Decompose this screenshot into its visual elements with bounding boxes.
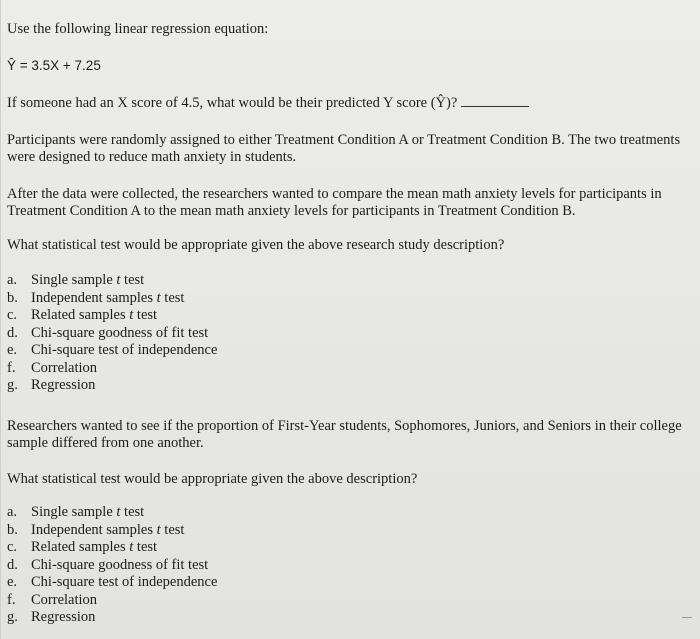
option-text: Independent samples t test [31, 521, 185, 538]
option-text: Chi-square goodness of fit test [31, 556, 209, 573]
option-text: Regression [31, 609, 96, 625]
q1-option-f[interactable] [7, 360, 217, 378]
q2-option-c[interactable] [7, 539, 217, 557]
q2-option-a[interactable] [7, 504, 217, 522]
option-text: Regression [31, 377, 96, 393]
option-letter: d. [7, 556, 18, 573]
answer-blank[interactable] [461, 94, 529, 107]
option-letter: e. [7, 342, 18, 358]
q2-option-g[interactable] [7, 609, 217, 627]
q1-option-b[interactable] [7, 290, 217, 308]
regression-question [7, 94, 529, 112]
option-text: Single sample t test [31, 504, 145, 520]
option-letter: a. [7, 272, 18, 288]
option-text: Correlation [31, 359, 98, 376]
option-letter: c. [7, 539, 18, 555]
option-text: Related samples t test [31, 307, 158, 323]
option-letter: f. [7, 591, 16, 608]
q2-paragraph: Researchers wanted to see if the proportion of First-Year students, Sophomores, Juniors, and Seniors in their college sample differed from one another. [7, 418, 682, 451]
q1-option-d[interactable] [7, 325, 217, 343]
q1-options-list [7, 272, 217, 395]
q1-question: What statistical test would be appropriate given the above research study description? [7, 237, 505, 253]
q1-option-e[interactable] [7, 342, 217, 360]
q1-option-a[interactable] [7, 272, 217, 290]
option-letter: c. [7, 307, 18, 323]
option-text: Single sample t test [31, 272, 145, 288]
option-text: Chi-square test of independence [31, 342, 218, 358]
option-text: Chi-square test of independence [31, 574, 218, 590]
option-text: Correlation [31, 591, 98, 608]
regression-intro: Use the following linear regression equation: [7, 21, 269, 37]
option-text: Related samples t test [31, 539, 158, 555]
regression-question-text: If someone had an X score of 4.5, what would be their predicted Y score (Ŷ)? [7, 95, 458, 111]
option-letter: g. [7, 609, 18, 625]
q2-option-e[interactable] [7, 574, 217, 592]
q1-option-c[interactable] [7, 307, 217, 325]
scroll-mark [682, 617, 692, 618]
q2-question: What statistical test would be appropriate given the above description? [7, 471, 418, 487]
option-letter: b. [7, 521, 18, 538]
option-letter: b. [7, 289, 18, 306]
q1-option-g[interactable] [7, 377, 217, 395]
q1-paragraph-2: After the data were collected, the researchers wanted to compare the mean math anxiety levels for participants in Treatment Condition A to the mean math anxiety levels for participants in Treatment Condition B. [7, 186, 662, 219]
q2-option-b[interactable] [7, 522, 217, 540]
option-text: Independent samples t test [31, 289, 185, 306]
option-letter: e. [7, 574, 18, 590]
option-letter: a. [7, 504, 18, 520]
q2-option-d[interactable] [7, 557, 217, 575]
q1-paragraph-1: Participants were randomly assigned to either Treatment Condition A or Treatment Condition B. The two treatments were designed to reduce math anxiety in students. [7, 132, 681, 165]
option-letter: f. [7, 359, 16, 376]
q2-option-f[interactable] [7, 592, 217, 610]
regression-equation: Ŷ = 3.5X + 7.25 [7, 58, 101, 73]
option-text: Chi-square goodness of fit test [31, 324, 209, 341]
option-letter: g. [7, 377, 18, 393]
q2-options-list [7, 504, 217, 627]
option-letter: d. [7, 324, 18, 341]
left-edge-divider [0, 0, 1, 639]
